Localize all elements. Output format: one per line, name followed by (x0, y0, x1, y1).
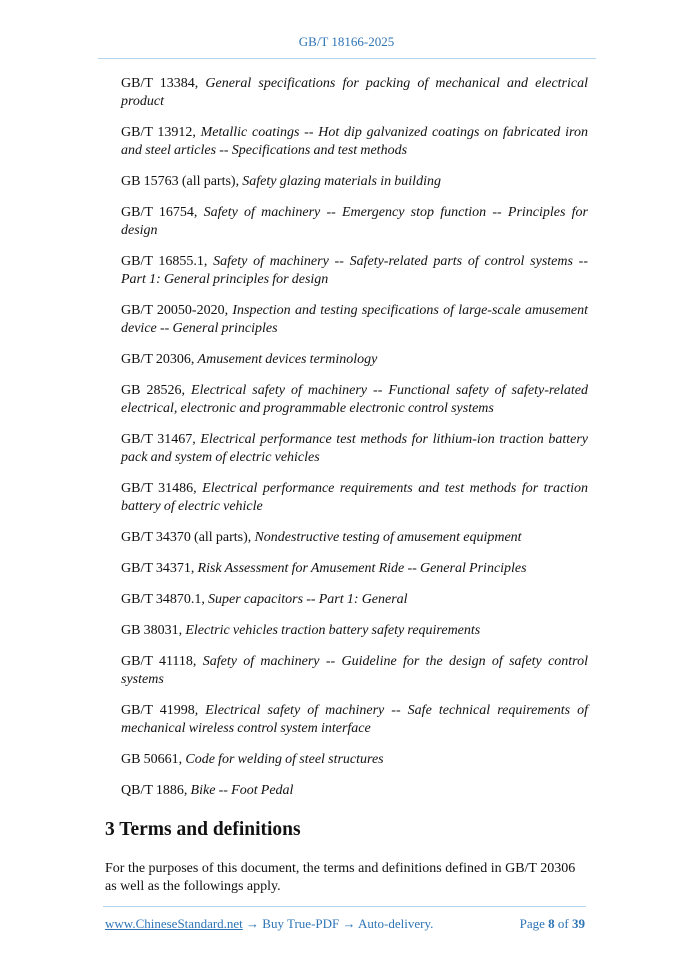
reference-title: General specifications for packing of mechanical and electrical product (121, 76, 588, 109)
reference-title: Electrical performance test methods for lithium-ion traction battery pack and system of electric vehicles (121, 432, 588, 465)
reference-code: GB/T 34370 (all parts), (121, 530, 255, 545)
page-prefix: Page (519, 916, 549, 931)
reference-code: GB/T 20306, (121, 352, 198, 367)
reference-item (121, 302, 588, 338)
reference-code: GB/T 20050-2020, (121, 303, 233, 318)
website-link[interactable]: www.ChineseStandard.net (105, 916, 243, 931)
reference-title: Electrical performance requirements and test methods for traction battery of electric vehicle (121, 481, 588, 514)
reference-code: GB/T 41998, (121, 703, 206, 718)
reference-code: GB/T 13384, (121, 76, 206, 91)
normative-references-list (121, 75, 588, 800)
reference-item (121, 480, 588, 516)
page-of: of (554, 916, 572, 931)
reference-item (121, 431, 588, 467)
reference-title: Nondestructive testing of amusement equipment (254, 530, 522, 545)
footer-tagline: → Buy True-PDF → Auto-delivery. (242, 916, 434, 931)
footer-promo (105, 916, 433, 932)
page-indicator (520, 916, 585, 932)
page-total: 39 (572, 916, 585, 931)
page-content (105, 75, 588, 896)
reference-code: GB/T 31486, (121, 481, 203, 496)
reference-item (121, 351, 588, 369)
reference-item (121, 75, 588, 111)
reference-title: Electric vehicles traction battery safety requirements (185, 623, 481, 638)
reference-code: GB 50661, (121, 752, 186, 767)
reference-title: Risk Assessment for Amusement Ride -- General Principles (197, 561, 527, 576)
reference-title: Super capacitors -- Part 1: General (208, 592, 408, 607)
reference-item (121, 173, 588, 191)
section-heading: 3 Terms and definitions (105, 819, 301, 840)
reference-item (121, 782, 588, 800)
reference-item (121, 204, 588, 240)
footer-divider (103, 906, 586, 907)
running-header: GB/T 18166-2025 (298, 34, 395, 49)
reference-item (121, 382, 588, 418)
reference-code: GB/T 34870.1, (121, 592, 209, 607)
reference-title: Inspection and testing specifications of large-scale amusement device -- General principles (121, 303, 588, 336)
reference-title: Safety of machinery -- Guideline for the design of safety control systems (121, 654, 588, 687)
reference-code: GB 38031, (121, 623, 186, 638)
reference-item (121, 702, 588, 738)
section-paragraph: For the purposes of this document, the terms and definitions defined in GB/T 20306 as well as the followings apply. (105, 861, 576, 894)
reference-code: GB/T 16754, (121, 205, 204, 220)
reference-code: GB/T 41118, (121, 654, 203, 669)
reference-code: QB/T 1886, (121, 783, 191, 798)
reference-item (121, 124, 588, 160)
reference-code: GB/T 16855.1, (121, 254, 214, 269)
reference-item (121, 560, 588, 578)
reference-title: Safety glazing materials in building (242, 174, 441, 189)
reference-title: Bike -- Foot Pedal (190, 783, 294, 798)
reference-code: GB 15763 (all parts), (121, 174, 243, 189)
reference-title: Electrical safety of machinery -- Safe technical requirements of mechanical wireless control system interface (121, 703, 588, 736)
reference-code: GB/T 31467, (121, 432, 201, 447)
reference-item (121, 653, 588, 689)
reference-title: Safety of machinery -- Safety-related parts of control systems -- Part 1: General principles for design (121, 254, 588, 287)
reference-item (121, 529, 588, 547)
reference-title: Amusement devices terminology (197, 352, 378, 367)
reference-item (121, 751, 588, 769)
reference-title: Metallic coatings -- Hot dip galvanized coatings on fabricated iron and steel articles -- Specifications and test methods (121, 125, 588, 158)
reference-code: GB/T 34371, (121, 561, 198, 576)
reference-code: GB 28526, (121, 383, 192, 398)
page-number: 8 (548, 916, 555, 931)
reference-title: Code for welding of steel structures (185, 752, 384, 767)
footer (105, 916, 585, 932)
reference-code: GB/T 13912, (121, 125, 201, 140)
reference-title: Electrical safety of machinery -- Functional safety of safety-related electrical, electronic and programmable electronic control systems (121, 383, 588, 416)
header-divider (98, 58, 596, 59)
reference-title: Safety of machinery -- Emergency stop function -- Principles for design (121, 205, 588, 238)
reference-item (121, 591, 588, 609)
reference-item (121, 622, 588, 640)
reference-item (121, 253, 588, 289)
